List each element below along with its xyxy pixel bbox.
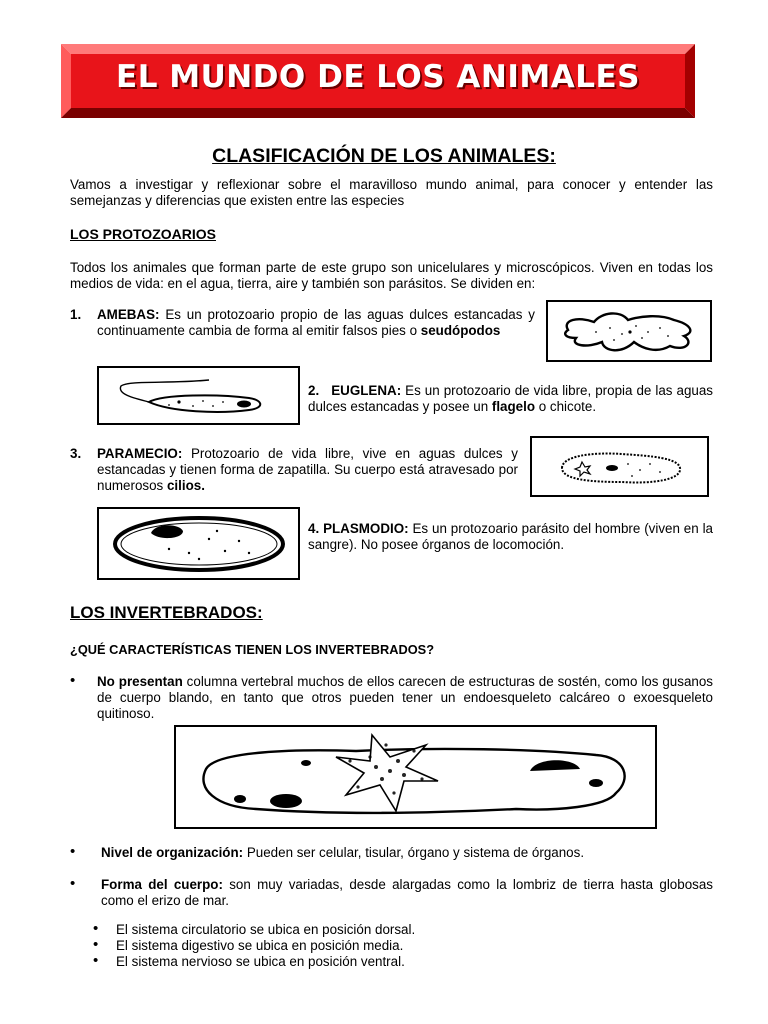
bullet-dot-icon: •	[70, 672, 76, 689]
bullet-dot-icon: •	[93, 952, 99, 969]
starfish-drawing	[176, 727, 655, 827]
bullet-nivel-organizacion	[101, 845, 713, 861]
plasmodio-text: Es un protozoario parásito del hombre (viven en la sangre). No posee órganos de locomoción.	[308, 521, 713, 552]
euglena-description	[308, 383, 713, 415]
invertebrates-question: ¿QUÉ CARACTERÍSTICAS TIENEN LOS INVERTEBRADOS?	[70, 642, 435, 657]
bullet-label: No presentan	[97, 674, 183, 689]
euglena-drawing	[99, 368, 298, 423]
item-number-1: 1.	[70, 307, 82, 322]
sub-bullet-nervioso: El sistema nervioso se ubica en posición ventral.	[116, 954, 405, 969]
ameba-illustration	[546, 300, 712, 362]
section-title: CLASIFICACIÓN DE LOS ANIMALES:	[212, 145, 556, 167]
protozoa-heading: LOS PROTOZOARIOS	[70, 226, 216, 242]
paramecio-illustration	[530, 436, 709, 497]
euglena-text: Es un protozoario de vida libre, propia de las aguas dulces estancadas y posee un	[308, 383, 713, 414]
plasmodio-name: PLASMODIO:	[323, 521, 409, 536]
sub-bullet-circulatorio: El sistema circulatorio se ubica en posición dorsal.	[116, 922, 416, 937]
protozoa-intro: Todos los animales que forman parte de este grupo son unicelulares y microscópicos. Viven en todas los medios de vida: en el agua, tierra, aire y también son parásitos. Se dividen en:	[70, 260, 713, 291]
item-number-3: 3.	[70, 446, 82, 461]
bullet-dot-icon: •	[93, 920, 99, 937]
item-number-2: 2.	[308, 383, 320, 398]
euglena-name: EUGLENA:	[331, 383, 402, 398]
paramecio-keyword: cilios.	[166, 478, 205, 493]
paramecio-drawing	[532, 438, 707, 495]
page-title: EL MUNDO DE LOS ANIMALES	[116, 59, 640, 95]
bullet-dot-icon: •	[70, 875, 76, 892]
ameba-text: Es un protozoario propio de las aguas dulces estancadas y continuamente cambia de forma al emitir falsos pies o	[97, 307, 535, 338]
bullet-no-presentan	[97, 674, 713, 722]
euglena-illustration	[97, 366, 300, 425]
plasmodio-illustration	[97, 507, 300, 580]
bullet-label: Nivel de organización:	[101, 845, 244, 860]
euglena-tail: o chicote.	[535, 399, 597, 414]
paramecio-description	[97, 446, 518, 494]
bullet-text: son muy variadas, desde alargadas como la lombriz de tierra hasta globosas como el erizo de mar.	[101, 877, 713, 908]
bullet-label: Forma del cuerpo:	[101, 877, 223, 892]
starfish-illustration	[174, 725, 657, 829]
ameba-keyword: seudópodos	[420, 323, 501, 338]
ameba-name: AMEBAS:	[97, 307, 160, 322]
bullet-text: Pueden ser celular, tisular, órgano y sistema de órganos.	[243, 845, 585, 860]
paramecio-name: PARAMECIO:	[97, 446, 183, 461]
intro-paragraph: Vamos a investigar y reflexionar sobre el maravilloso mundo animal, para conocer y entender las semejanzas y diferencias que existen entre las especies	[70, 177, 713, 208]
plasmodio-drawing	[99, 509, 298, 578]
sub-bullet-digestivo: El sistema digestivo se ubica en posición media.	[116, 938, 404, 953]
title-banner	[61, 44, 695, 118]
paramecio-text: Protozoario de vida libre, vive en aguas dulces y estancadas y tienen forma de zapatilla. Su cuerpo está atravesado por numerosos	[97, 446, 518, 493]
euglena-keyword: flagelo	[491, 399, 536, 414]
plasmodio-description	[308, 521, 713, 553]
ameba-description	[97, 307, 535, 339]
bullet-dot-icon: •	[70, 843, 76, 860]
invertebrates-heading: LOS INVERTEBRADOS:	[70, 603, 263, 622]
bullet-forma-cuerpo	[101, 877, 713, 909]
bullet-text: columna vertebral muchos de ellos carecen de estructuras de sostén, como los gusanos de cuerpo blando, en tanto que otros pueden tener un endoesqueleto calcáreo o exoesqueleto quitinoso.	[97, 674, 713, 721]
bullet-dot-icon: •	[93, 936, 99, 953]
item-number-4: 4.	[308, 521, 320, 536]
ameba-drawing	[548, 302, 710, 360]
